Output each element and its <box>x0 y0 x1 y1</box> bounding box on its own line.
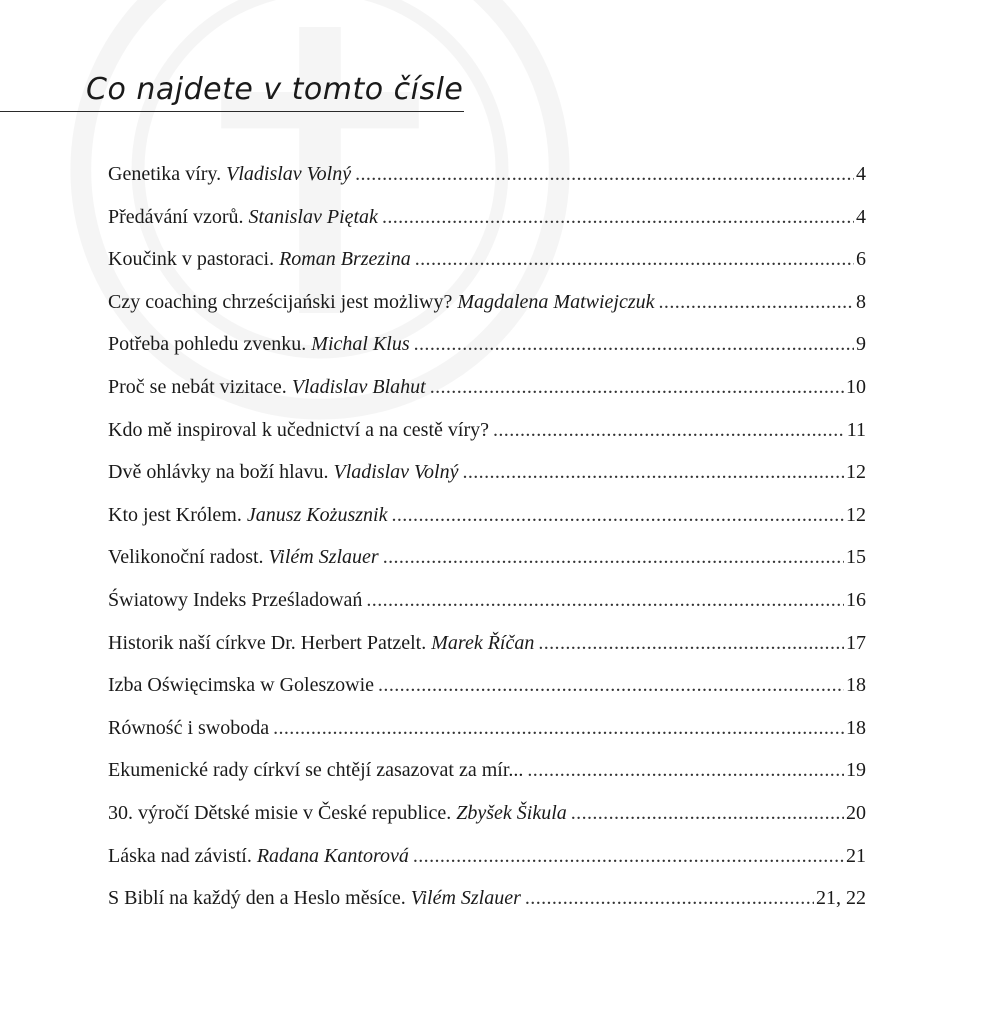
toc-item-page: 21, 22 <box>816 887 866 910</box>
toc-item-title: Předávání vzorů. <box>108 205 244 228</box>
toc-item-page: 17 <box>846 631 866 654</box>
toc-item-title: Równość i swoboda <box>108 716 270 739</box>
toc-item-title: 30. výročí Dětské misie v České republice. <box>108 801 452 824</box>
toc-item-page: 11 <box>846 418 866 441</box>
toc-item-page: 20 <box>846 801 866 824</box>
toc-item-author: Janusz Kożusznik <box>246 503 388 526</box>
toc-item-author: Vilém Szlauer <box>410 887 521 910</box>
toc-item-title: S Biblí na každý den a Heslo měsíce. <box>108 887 406 910</box>
leader-dots <box>538 626 844 660</box>
title-underline <box>0 111 464 112</box>
toc-item[interactable] <box>108 413 866 456</box>
toc-item[interactable] <box>108 285 866 328</box>
toc-item-page: 10 <box>846 375 866 398</box>
leader-dots <box>525 881 814 915</box>
toc-item[interactable] <box>108 157 866 200</box>
toc-item-author: Magdalena Matwiejczuk <box>457 290 655 313</box>
toc-item-page: 18 <box>846 674 866 697</box>
toc-item[interactable] <box>108 626 866 669</box>
toc-item-page: 4 <box>856 163 866 185</box>
leader-dots <box>571 796 844 830</box>
toc-item-author: Radana Kantorová <box>256 844 409 867</box>
toc-item-page: 12 <box>846 461 866 484</box>
leader-dots <box>430 370 844 404</box>
leader-dots <box>415 242 854 276</box>
toc-item[interactable] <box>108 839 866 882</box>
toc-item-title: Genetika víry. <box>108 163 222 185</box>
toc-item-author: Marek Říčan <box>431 631 535 654</box>
toc-item[interactable] <box>108 753 866 796</box>
toc-item-title: Kto jest Królem. <box>108 503 242 526</box>
toc-item-title: Láska nad závistí. <box>108 844 252 867</box>
toc-item-author: Vladislav Blahut <box>291 375 426 398</box>
page-title: Co najdete v tomto čísle <box>86 72 464 107</box>
toc-item-title: Ekumenické rady církví se chtějí zasazovat za mír... <box>108 759 524 782</box>
toc-item-page: 4 <box>856 205 866 228</box>
toc-item-page: 9 <box>856 333 866 356</box>
toc-item[interactable] <box>108 498 866 541</box>
toc-item[interactable] <box>108 881 866 924</box>
leader-dots <box>382 200 854 234</box>
toc-item[interactable] <box>108 540 866 583</box>
leader-dots <box>366 583 844 617</box>
toc-item[interactable] <box>108 583 866 626</box>
toc-item-author: Vilém Szlauer <box>268 546 379 569</box>
toc-item-page: 8 <box>856 290 866 313</box>
leader-dots <box>383 540 844 574</box>
leader-dots <box>273 711 844 745</box>
toc-item-page: 6 <box>856 248 866 271</box>
toc-item-author: Stanislav Piętak <box>248 205 378 228</box>
toc-item[interactable] <box>108 455 866 498</box>
toc-item-title: Czy coaching chrześcijański jest możliwy? <box>108 290 453 313</box>
toc-item-page: 15 <box>846 546 866 569</box>
toc-item-page: 12 <box>846 503 866 526</box>
leader-dots <box>659 285 854 319</box>
toc-item-title: Potřeba pohledu zvenku. <box>108 333 307 356</box>
toc-item[interactable] <box>108 668 866 711</box>
toc-item[interactable] <box>108 200 866 243</box>
toc-item-title: Kdo mě inspiroval k učednictví a na cestě víry? <box>108 418 489 441</box>
toc-item[interactable] <box>108 796 866 839</box>
toc-item-title: Izba Oświęcimska w Goleszowie <box>108 674 375 697</box>
toc-item-title: Historik naší církve Dr. Herbert Patzelt. <box>108 631 427 654</box>
toc-item-author: Zbyšek Šikula <box>456 801 567 824</box>
toc-item-page: 16 <box>846 588 866 611</box>
toc-item-title: Proč se nebát vizitace. <box>108 375 287 398</box>
toc-item-page: 21 <box>846 844 866 867</box>
toc-item-page: 19 <box>846 759 866 782</box>
toc-item-page: 18 <box>846 716 866 739</box>
leader-dots <box>413 839 844 873</box>
toc-item-title: Światowy Indeks Prześladowań <box>108 588 363 611</box>
toc-item-title: Dvě ohlávky na boží hlavu. <box>108 461 329 484</box>
table-of-contents <box>108 157 866 924</box>
toc-item[interactable] <box>108 370 866 413</box>
toc-item-title: Koučink v pastoraci. <box>108 248 275 271</box>
leader-dots <box>378 668 844 702</box>
toc-item[interactable] <box>108 327 866 370</box>
leader-dots <box>493 413 845 447</box>
toc-item[interactable] <box>108 711 866 754</box>
leader-dots <box>355 157 854 191</box>
toc-item-author: Vladislav Volný <box>226 163 352 185</box>
toc-item-author: Michal Klus <box>311 333 410 356</box>
leader-dots <box>414 327 854 361</box>
leader-dots <box>527 753 844 787</box>
leader-dots <box>391 498 844 532</box>
leader-dots <box>462 455 844 489</box>
toc-item-author: Roman Brzezina <box>279 248 411 271</box>
toc-item-title: Velikonoční radost. <box>108 546 264 569</box>
toc-item-author: Vladislav Volný <box>333 461 459 484</box>
toc-item[interactable] <box>108 242 866 285</box>
